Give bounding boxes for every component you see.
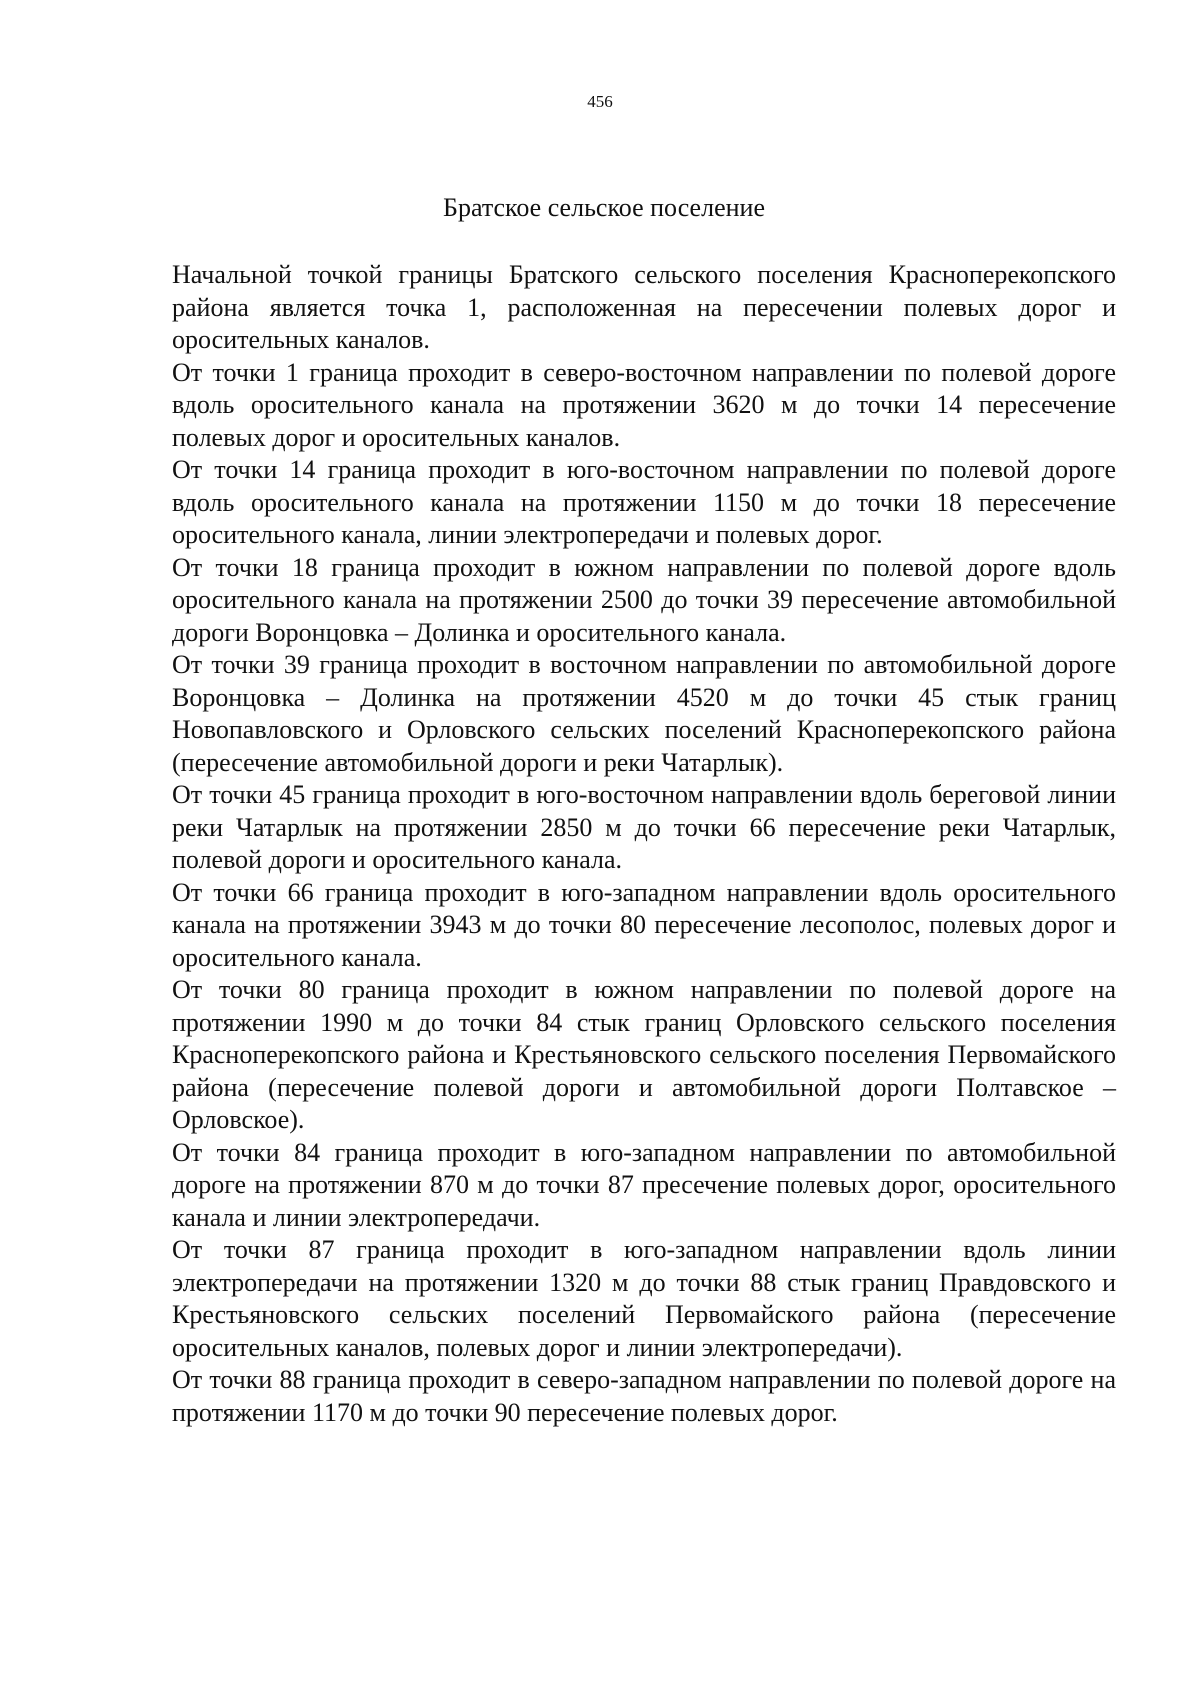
paragraph-point-18: От точки 18 граница проходит в южном направлении по полевой дороге вдоль оросительного канала на протяжении 2500 до точки 39 пересечение автомобильной дороги Воронцовка – Долинка и оросительного канала. bbox=[172, 552, 1116, 647]
paragraph-point-14: От точки 14 граница проходит в юго-восточном направлении по полевой дороге вдоль оросительного канала на протяжении 1150 м до точки 18 пересечение оросительного канала, линии электропередачи и полевых дорог. bbox=[172, 455, 1116, 549]
paragraph-point-88: От точки 88 граница проходит в северо-западном направлении по полевой дороге на протяжении 1170 м до точки 90 пересечение полевых дорог. bbox=[172, 1365, 1116, 1427]
paragraph-point-87: От точки 87 граница проходит в юго-западном направлении вдоль линии электропередачи на протяжении 1320 м до точки 88 стык границ Правдовского и Крестьяновского сельских поселений Первомайского района (пересечение оросительных каналов, полевых дорог и линии электропередачи). bbox=[172, 1235, 1116, 1362]
paragraph-start-point: Начальной точкой границы Братского сельского поселения Красноперекопского района является точка 1, расположенная на пересечении полевых дорог и оросительных каналов. bbox=[172, 260, 1116, 354]
paragraph-point-66: От точки 66 граница проходит в юго-западном направлении вдоль оросительного канала на протяжении 3943 м до точки 80 пересечение лесополос, полевых дорог и оросительного канала. bbox=[172, 877, 1116, 972]
page-number: 456 bbox=[587, 92, 613, 111]
paragraph-point-45: От точки 45 граница проходит в юго-восточном направлении вдоль береговой линии реки Чатарлык на протяжении 2850 м до точки 66 пересечение реки Чатарлык, полевой дороги и оросительного канала. bbox=[172, 780, 1116, 874]
document-title: Братское сельское поселение bbox=[443, 193, 765, 222]
paragraph-point-84: От точки 84 граница проходит в юго-западном направлении по автомобильной дороге на протяжении 870 м до точки 87 пресечение полевых дорог, оросительного канала и линии электропередачи. bbox=[172, 1137, 1116, 1232]
paragraph-point-80: От точки 80 граница проходит в южном направлении по полевой дороге на протяжении 1990 м до точки 84 стык границ Орловского сельского поселения Красноперекопского района и Крестьяновского сельского поселения Первомайского района (пересечение полевой дороги и автомобильной дороги Полтавское – Орловское). bbox=[172, 975, 1116, 1134]
paragraph-point-1: От точки 1 граница проходит в северо-восточном направлении по полевой дороге вдоль оросительного канала на протяжении 3620 м до точки 14 пересечение полевых дорог и оросительных каналов. bbox=[172, 357, 1116, 452]
paragraph-point-39: От точки 39 граница проходит в восточном направлении по автомобильной дороге Воронцовка – Долинка на протяжении 4520 м до точки 45 стык границ Новопавловского и Орловского сельских поселений Красноперекопского района (пересечение автомобильной дороги и реки Чатарлык). bbox=[172, 650, 1116, 777]
document-body bbox=[172, 259, 1116, 1429]
